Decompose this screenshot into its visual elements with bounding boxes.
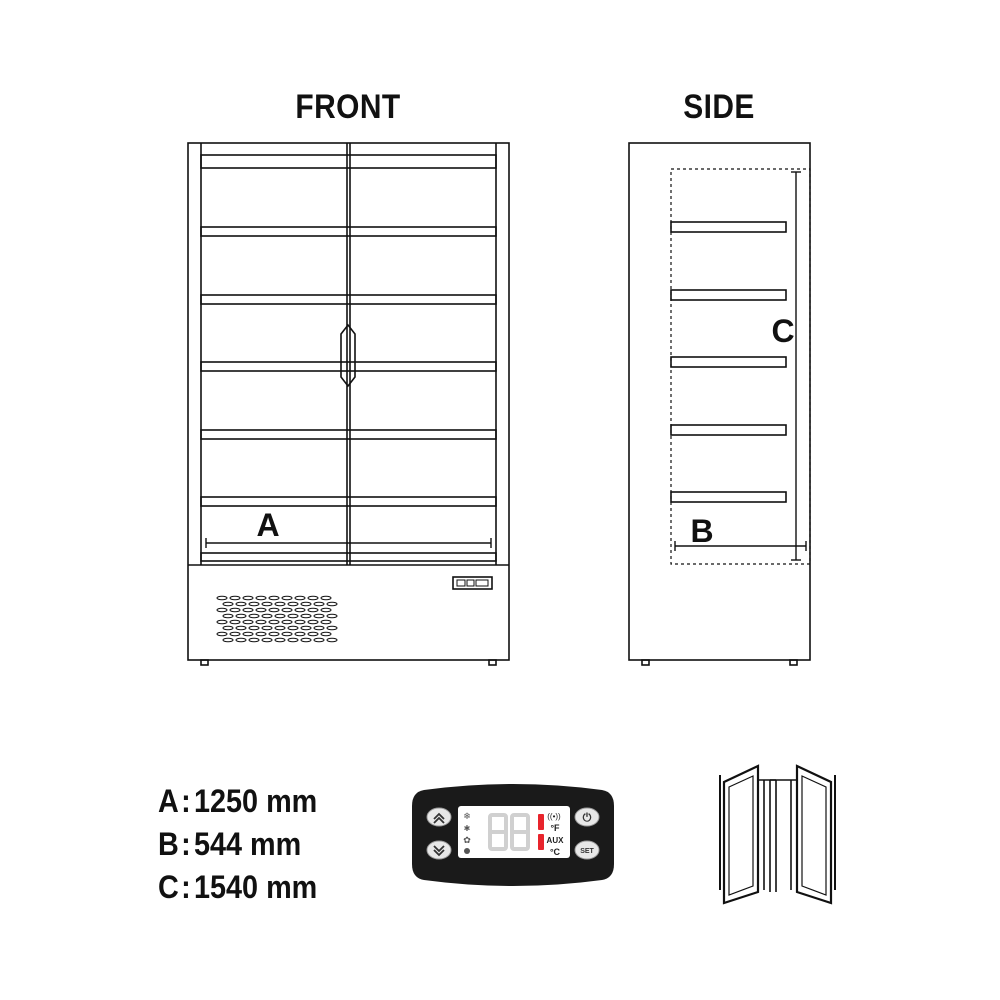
vent-slot — [217, 620, 227, 624]
dimension-b-label: B — [690, 513, 714, 549]
vent-slot — [223, 614, 233, 618]
vent-slot — [301, 602, 311, 606]
vent-slot — [223, 638, 233, 642]
dimension-a-label: A — [256, 507, 280, 543]
vent-slot — [295, 620, 305, 624]
vent-slot — [288, 638, 298, 642]
vent-slot — [243, 620, 253, 624]
vent-slot — [217, 632, 227, 636]
front-shelf — [201, 497, 496, 506]
vent-slot — [256, 596, 266, 600]
vent-slot — [262, 626, 272, 630]
vent-slot — [230, 608, 240, 612]
vent-slot — [236, 602, 246, 606]
vent-slot — [301, 614, 311, 618]
vent-slot — [275, 602, 285, 606]
front-cabinet-outline — [188, 143, 509, 660]
side-shelf — [671, 222, 786, 232]
vent-slot — [269, 596, 279, 600]
vent-slot — [308, 608, 318, 612]
dimension-c-label: C — [771, 313, 795, 349]
vent-slot — [223, 626, 233, 630]
side-shelf — [671, 492, 786, 502]
front-view-title: FRONT — [295, 88, 401, 126]
door-handle — [341, 325, 355, 386]
top-rail — [201, 155, 496, 168]
vent-slot — [321, 632, 331, 636]
vent-slot — [243, 608, 253, 612]
unit-c-indicator: °C — [549, 847, 561, 857]
defrost-icon: ✱ — [463, 824, 471, 833]
vent-slot — [282, 608, 292, 612]
dimension-b-row: B: 544 mm — [158, 826, 302, 862]
vent-grille — [217, 596, 337, 642]
vent-slot — [275, 626, 285, 630]
side-shelf — [671, 357, 786, 367]
vent-slot — [249, 614, 259, 618]
vent-slot — [308, 632, 318, 636]
vent-slot — [243, 632, 253, 636]
vent-slot — [327, 614, 337, 618]
side-shelf — [671, 290, 786, 300]
vent-slot — [288, 626, 298, 630]
vent-slot — [327, 602, 337, 606]
side-shelves — [671, 222, 786, 502]
side-foot-right — [790, 660, 797, 665]
dimension-c-line — [791, 172, 801, 560]
vent-slot — [236, 626, 246, 630]
vent-slot — [256, 620, 266, 624]
alarm-icon — [464, 848, 470, 854]
vent-slot — [275, 614, 285, 618]
vent-slot — [295, 632, 305, 636]
dimension-list — [158, 780, 335, 909]
set-button-label: SET — [580, 848, 594, 855]
wireless-icon: ((•)) — [547, 812, 561, 821]
vent-slot — [314, 638, 324, 642]
side-cabinet-outline — [629, 143, 810, 660]
power-button[interactable] — [575, 808, 599, 826]
vent-slot — [269, 608, 279, 612]
front-shelf — [201, 295, 496, 304]
vent-slot — [262, 614, 272, 618]
unit-f-indicator: °F — [550, 823, 560, 833]
vent-slot — [236, 614, 246, 618]
vent-slot — [321, 620, 331, 624]
vent-slot — [308, 596, 318, 600]
snowflake-icon: ❄ — [463, 811, 471, 821]
set-button[interactable] — [575, 841, 599, 859]
vent-slot — [236, 638, 246, 642]
vent-slot — [327, 638, 337, 642]
side-foot-left — [642, 660, 649, 665]
vent-slot — [301, 638, 311, 642]
vent-slot — [230, 596, 240, 600]
vent-slot — [321, 608, 331, 612]
front-shelves — [201, 227, 496, 561]
dimension-a-line — [206, 538, 491, 548]
vent-slot — [243, 596, 253, 600]
vent-slot — [295, 596, 305, 600]
power-icon: ⏻ — [582, 812, 592, 824]
side-view-title: SIDE — [683, 88, 755, 126]
vent-slot — [223, 602, 233, 606]
vent-slot — [288, 602, 298, 606]
vent-slot — [282, 620, 292, 624]
front-controller-box — [453, 577, 492, 589]
front-foot-right — [489, 660, 496, 665]
front-shelf — [201, 227, 496, 236]
vent-slot — [282, 596, 292, 600]
down-button[interactable] — [427, 841, 451, 859]
vent-slot — [230, 620, 240, 624]
front-foot-left — [201, 660, 208, 665]
front-shelf — [201, 430, 496, 439]
vent-slot — [321, 596, 331, 600]
swing-door-icon — [720, 766, 835, 903]
vent-slot — [301, 626, 311, 630]
vent-slot — [314, 602, 324, 606]
vent-slot — [275, 638, 285, 642]
bottom-rail — [201, 553, 496, 561]
vent-slot — [327, 626, 337, 630]
vent-slot — [256, 632, 266, 636]
vent-slot — [249, 638, 259, 642]
vent-slot — [269, 620, 279, 624]
front-view — [188, 143, 509, 665]
up-button[interactable] — [427, 808, 451, 826]
vent-slot — [314, 614, 324, 618]
vent-slot — [295, 608, 305, 612]
vent-slot — [262, 638, 272, 642]
dimension-a-row: A: 1250 mm — [158, 783, 318, 819]
dimension-c-row: C: 1540 mm — [158, 869, 318, 905]
vent-slot — [314, 626, 324, 630]
vent-slot — [249, 626, 259, 630]
side-view — [629, 143, 810, 665]
front-shelf — [201, 362, 496, 371]
vent-slot — [288, 614, 298, 618]
vent-slot — [217, 608, 227, 612]
vent-slot — [230, 632, 240, 636]
vent-slot — [217, 596, 227, 600]
vent-slot — [308, 620, 318, 624]
vent-slot — [256, 608, 266, 612]
vent-slot — [262, 602, 272, 606]
controller-panel — [412, 784, 614, 886]
vent-slot — [269, 632, 279, 636]
vent-slot — [282, 632, 292, 636]
aux-indicator: AUX — [546, 836, 564, 845]
vent-slot — [249, 602, 259, 606]
fan-icon: ✿ — [463, 835, 471, 845]
side-shelf — [671, 425, 786, 435]
